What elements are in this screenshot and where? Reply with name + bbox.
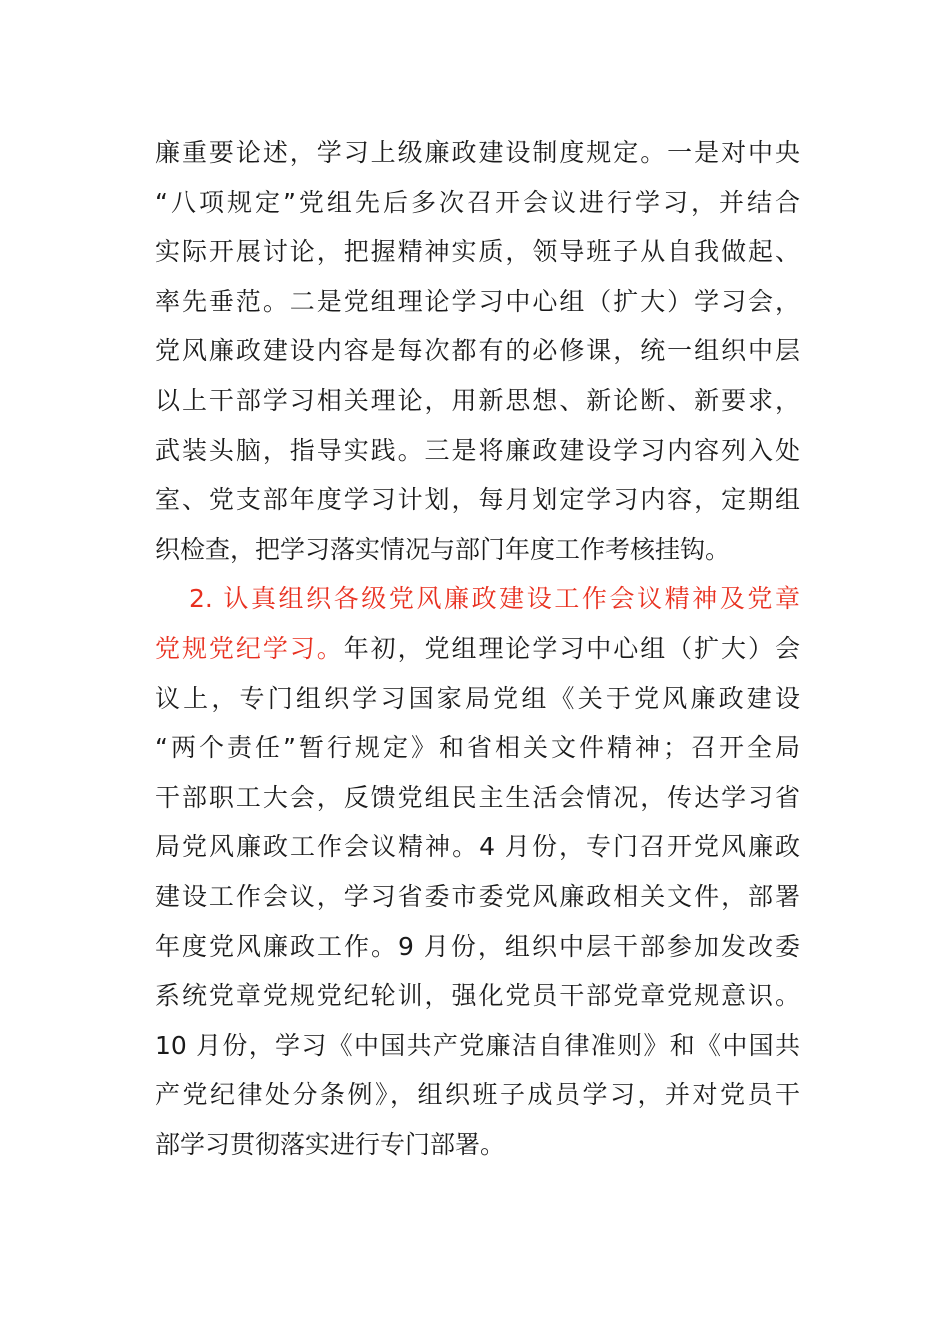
section-heading: 2. 认真组织各级党风廉政建设工作会议精神及党章: [189, 584, 800, 614]
text-line: 室、党支部年度学习计划，每月划定学习内容，定期组: [155, 485, 800, 515]
text-line: [155, 624, 800, 674]
text-line: 实际开展讨论，把握精神实质，领导班子从自我做起、: [155, 237, 800, 267]
text-line: 廉重要论述，学习上级廉政建设制度规定。一是对中央: [155, 138, 800, 167]
body-text: [155, 128, 800, 1169]
paragraph-2: [155, 574, 800, 1169]
text-line: 议上，专门组织学习国家局党组《关于党风廉政建设: [155, 683, 800, 713]
paragraph-1: [155, 128, 800, 574]
text-run: 年初，党组理论学习中心组（扩大）会: [343, 633, 800, 663]
text-line: 局党风廉政工作会议精神。4 月份，专门召开党风廉政: [155, 832, 800, 862]
text-line: 以上干部学习相关理论，用新思想、新论断、新要求，: [155, 385, 800, 415]
text-line: 武装头脑，指导实践。三是将廉政建设学习内容列入处: [155, 435, 800, 465]
text-line: 产党纪律处分条例》，组织班子成员学习，并对党员干: [155, 1080, 800, 1110]
text-line: “两个责任”暂行规定》和省相关文件精神；召开全局: [155, 733, 800, 763]
text-line: 干部职工大会，反馈党组民主生活会情况，传达学习省: [155, 782, 800, 812]
text-line: 织检查，把学习落实情况与部门年度工作考核挂钩。: [155, 534, 731, 564]
text-line: “八项规定”党组先后多次召开会议进行学习，并结合: [155, 187, 800, 217]
text-line: 年度党风廉政工作。9 月份，组织中层干部参加发改委: [155, 931, 800, 961]
section-heading-continuation: 党规党纪学习。: [155, 633, 344, 663]
text-line: 系统党章党规党纪轮训，强化党员干部党章党规意识。: [155, 981, 800, 1011]
text-line: 10 月份，学习《中国共产党廉洁自律准则》和《中国共: [155, 1030, 800, 1060]
text-line: 部学习贯彻落实进行专门部署。: [155, 1129, 506, 1159]
text-line: 率先垂范。二是党组理论学习中心组（扩大）学习会，: [155, 286, 800, 316]
text-line: 党风廉政建设内容是每次都有的必修课，统一组织中层: [155, 336, 800, 366]
text-line: 建设工作会议，学习省委市委党风廉政相关文件，部署: [155, 881, 800, 911]
